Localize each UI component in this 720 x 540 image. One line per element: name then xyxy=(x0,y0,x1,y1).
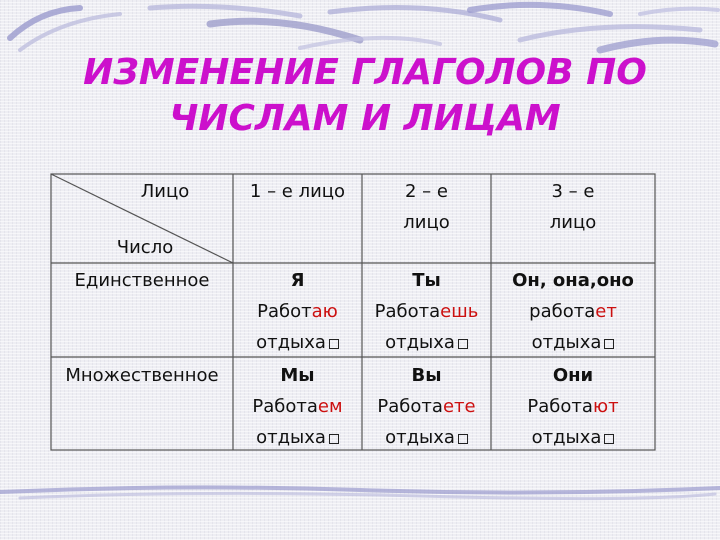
missing-ending-box-icon xyxy=(329,434,339,444)
cell-plural-first: Мы Работаем отдыха xyxy=(252,365,343,448)
verb-ending: ет xyxy=(595,301,617,322)
verb-ending: ешь xyxy=(440,301,479,322)
decorative-bottom-strokes xyxy=(0,478,720,508)
verb-ending: аю xyxy=(311,301,338,322)
title-line-2: ЧИСЛАМ И ЛИЦАМ xyxy=(169,98,561,139)
verb-ending: ют xyxy=(592,396,619,417)
header-second-person: 2 – е лицо xyxy=(403,181,450,233)
corner-label-number: Число xyxy=(116,237,174,258)
corner-label-person: Лицо xyxy=(140,181,190,202)
slide-title xyxy=(60,50,670,142)
missing-ending-box-icon xyxy=(604,339,614,349)
row-label-plural: Множественное xyxy=(65,365,219,386)
missing-ending-box-icon xyxy=(458,339,468,349)
cell-singular-first: Я Работаю отдыха xyxy=(256,270,338,353)
cell-plural-third: Они Работают отдыха xyxy=(527,365,619,448)
row-label-singular: Единственное xyxy=(74,270,210,291)
cell-singular-second: Ты Работаешь отдыха xyxy=(374,270,479,353)
missing-ending-box-icon xyxy=(604,434,614,444)
verb-ending: ем xyxy=(317,396,343,417)
header-third-person: 3 – е лицо xyxy=(549,181,597,233)
header-first-person: 1 – е лицо xyxy=(249,181,346,202)
verb-ending: ете xyxy=(442,396,476,417)
missing-ending-box-icon xyxy=(458,434,468,444)
cell-plural-second: Вы Работаете отдыха xyxy=(377,365,476,448)
cell-singular-third: Он, она,оно работает отдыха xyxy=(512,270,634,353)
title-line-1: ИЗМЕНЕНИЕ ГЛАГОЛОВ ПО xyxy=(83,52,647,93)
missing-ending-box-icon xyxy=(329,339,339,349)
